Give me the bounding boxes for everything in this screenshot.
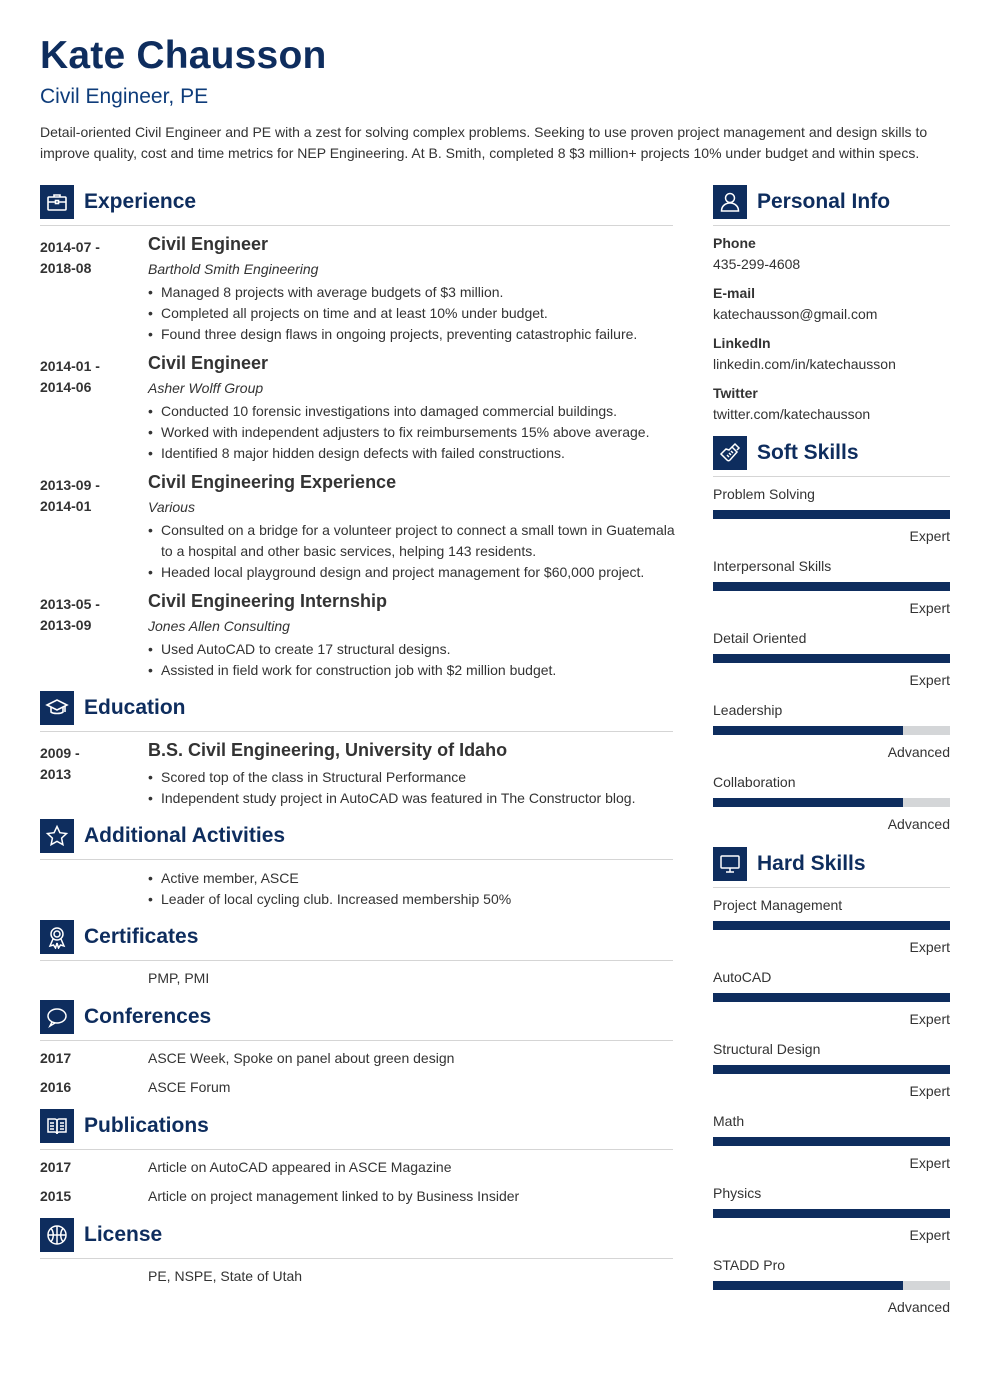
skill-level-bar: [713, 798, 950, 807]
skill-item: [713, 1041, 950, 1101]
skill-level-label: Expert: [909, 939, 950, 955]
certificates-heading: Certificates: [84, 925, 199, 948]
list-item: • Independent study project in AutoCAD was featured in The Constructor blog.: [148, 788, 678, 809]
skill-level-label: Expert: [909, 1155, 950, 1171]
education-section-header: [40, 691, 673, 727]
experience-heading: Experience: [84, 190, 197, 213]
skill-level-fill: [713, 510, 950, 519]
list-item: • Headed local playground design and project management for $60,000 project.: [148, 562, 678, 583]
entry-organization: Barthold Smith Engineering: [148, 261, 319, 277]
skill-level-fill: [713, 1137, 950, 1146]
entry-bullets: [148, 520, 678, 583]
license-text: PE, NSPE, State of Utah: [148, 1268, 303, 1284]
resume-summary: Detail-oriented Civil Engineer and PE with a zest for solving complex problems. Seeking to use proven project management and design skills to improve quality, cost and time metrics for NEP Engineering. At B. Smith, completed 8 $3 million+ projects 10% under budget and within specs.: [40, 124, 928, 161]
list-item: • Conducted 10 forensic investigations into damaged commercial buildings.: [148, 401, 678, 422]
education-heading: Education: [84, 696, 186, 719]
entry-organization: Jones Allen Consulting: [148, 618, 290, 634]
certificates-section-header: [40, 920, 673, 956]
skill-name: Detail Oriented: [713, 630, 807, 646]
list-item: • Assisted in field work for construction job with $2 million budget.: [148, 660, 678, 681]
award-ribbon-icon: [40, 920, 74, 954]
skill-level-label: Expert: [909, 600, 950, 616]
monitor-icon: [713, 847, 747, 881]
resume-title: Civil Engineer, PE: [40, 85, 209, 108]
phone-value: 435-299-4608: [713, 256, 801, 272]
personal-info-section-header: [713, 185, 950, 221]
skill-item: [713, 702, 950, 762]
entry-bullets: [148, 767, 678, 809]
star-icon: [40, 819, 74, 853]
twitter-label: Twitter: [713, 385, 758, 401]
entry-date: 2014-01 - 2014-06: [40, 358, 100, 395]
list-item: • Used AutoCAD to create 17 structural designs.: [148, 639, 678, 660]
section-divider: [40, 859, 673, 860]
skill-level-bar: [713, 1065, 950, 1074]
section-divider: [40, 960, 673, 961]
publications-section-header: [40, 1109, 673, 1145]
personal-info-heading: Personal Info: [757, 190, 891, 213]
hard-skills-heading: Hard Skills: [757, 852, 866, 875]
book-icon: [40, 1109, 74, 1143]
list-item: • Identified 8 major hidden design defects with failed constructions.: [148, 443, 678, 464]
list-item: • Consulted on a bridge for a volunteer project to connect a small town in Guatemala to a hospital and other basic services, helping 143 residents.: [148, 520, 678, 562]
skill-level-bar: [713, 1137, 950, 1146]
skill-level-bar: [713, 510, 950, 519]
entry-role: Civil Engineering Internship: [148, 591, 388, 611]
skill-name: Math: [713, 1113, 745, 1129]
license-heading: License: [84, 1223, 163, 1246]
section-divider: [40, 225, 673, 226]
list-item: • Active member, ASCE: [148, 868, 678, 889]
section-divider: [713, 887, 950, 888]
section-divider: [40, 1149, 673, 1150]
entry-organization: Various: [148, 499, 195, 515]
conference-text: ASCE Forum: [148, 1079, 231, 1095]
section-divider: [713, 476, 950, 477]
publication-text: Article on AutoCAD appeared in ASCE Magazine: [148, 1159, 452, 1175]
publication-text: Article on project management linked to by Business Insider: [148, 1188, 520, 1204]
skill-item: [713, 897, 950, 957]
user-icon: [713, 185, 747, 219]
skill-level-bar: [713, 921, 950, 930]
soft-skills-section-header: [713, 436, 950, 472]
skill-name: Structural Design: [713, 1041, 821, 1057]
activities-bullets: [148, 868, 678, 910]
skill-level-bar: [713, 1281, 950, 1290]
skill-level-fill: [713, 654, 950, 663]
skill-level-label: Expert: [909, 1083, 950, 1099]
linkedin-label: LinkedIn: [713, 335, 771, 351]
conference-text: ASCE Week, Spoke on panel about green design: [148, 1050, 455, 1066]
skill-item: [713, 1257, 950, 1317]
skill-level-label: Expert: [909, 672, 950, 688]
skill-name: Physics: [713, 1185, 762, 1201]
skill-item: [713, 969, 950, 1029]
skill-level-bar: [713, 726, 950, 735]
entry-role: Civil Engineer: [148, 234, 269, 254]
publication-year: 2017: [40, 1159, 72, 1175]
entry-date: 2013-09 - 2014-01: [40, 477, 100, 514]
graduation-cap-icon: [40, 691, 74, 725]
speech-bubble-icon: [40, 1000, 74, 1034]
skill-level-bar: [713, 1209, 950, 1218]
conferences-section-header: [40, 1000, 673, 1036]
entry-bullets: [148, 401, 678, 464]
linkedin-value: linkedin.com/in/katechausson: [713, 356, 896, 372]
email-label: E-mail: [713, 285, 756, 301]
entry-role: Civil Engineer: [148, 353, 269, 373]
list-item: • Worked with independent adjusters to fix reimbursements 15% above average.: [148, 422, 678, 443]
skill-item: [713, 1185, 950, 1245]
experience-section-header: [40, 185, 673, 221]
briefcase-icon: [40, 185, 74, 219]
skill-level-fill: [713, 1281, 903, 1290]
skill-level-fill: [713, 726, 903, 735]
hard-skills-section-header: [713, 847, 950, 883]
email-value: katechausson@gmail.com: [713, 306, 878, 322]
skill-level-fill: [713, 1209, 950, 1218]
skill-level-label: Expert: [909, 528, 950, 544]
entry-bullets: [148, 639, 678, 681]
skill-level-bar: [713, 993, 950, 1002]
entry-degree: B.S. Civil Engineering, University of Idaho: [148, 740, 508, 760]
twitter-value: twitter.com/katechausson: [713, 406, 871, 422]
skill-level-fill: [713, 582, 950, 591]
resume-name: Kate Chausson: [40, 34, 327, 77]
license-section-header: [40, 1218, 673, 1254]
skill-level-fill: [713, 993, 950, 1002]
skill-level-label: Advanced: [887, 816, 950, 832]
skill-name: Leadership: [713, 702, 783, 718]
entry-role: Civil Engineering Experience: [148, 472, 397, 492]
skill-level-label: Expert: [909, 1227, 950, 1243]
conferences-heading: Conferences: [84, 1005, 212, 1028]
skill-item: [713, 1113, 950, 1173]
section-divider: [40, 1258, 673, 1259]
section-divider: [40, 731, 673, 732]
activities-section-header: [40, 819, 673, 855]
skill-level-label: Expert: [909, 1011, 950, 1027]
certificate-text: PMP, PMI: [148, 970, 210, 986]
conference-year: 2017: [40, 1050, 72, 1066]
list-item: • Managed 8 projects with average budgets of $3 million.: [148, 282, 678, 303]
publications-heading: Publications: [84, 1114, 209, 1137]
skill-name: STADD Pro: [713, 1257, 786, 1273]
basketball-icon: [40, 1218, 74, 1252]
skill-level-fill: [713, 1065, 950, 1074]
activities-heading: Additional Activities: [84, 824, 286, 847]
skill-level-bar: [713, 654, 950, 663]
skill-name: Project Management: [713, 897, 843, 913]
skill-name: Collaboration: [713, 774, 796, 790]
skill-level-bar: [713, 582, 950, 591]
skill-level-fill: [713, 921, 950, 930]
soft-skills-heading: Soft Skills: [757, 441, 859, 464]
skill-name: Interpersonal Skills: [713, 558, 832, 574]
skill-name: AutoCAD: [713, 969, 772, 985]
skill-level-label: Advanced: [887, 744, 950, 760]
entry-bullets: [148, 282, 678, 345]
skill-item: [713, 558, 950, 618]
handshake-icon: [713, 436, 747, 470]
list-item: • Completed all projects on time and at least 10% under budget.: [148, 303, 678, 324]
skill-name: Problem Solving: [713, 486, 815, 502]
list-item: • Found three design flaws in ongoing projects, preventing catastrophic failure.: [148, 324, 678, 345]
phone-label: Phone: [713, 235, 756, 251]
entry-date: 2014-07 - 2018-08: [40, 239, 100, 276]
skill-item: [713, 774, 950, 834]
entry-date: 2009 - 2013: [40, 745, 80, 782]
list-item: • Leader of local cycling club. Increased membership 50%: [148, 889, 678, 910]
entry-organization: Asher Wolff Group: [148, 380, 264, 396]
skill-level-fill: [713, 798, 903, 807]
conference-year: 2016: [40, 1079, 72, 1095]
section-divider: [40, 1040, 673, 1041]
entry-date: 2013-05 - 2013-09: [40, 596, 100, 633]
list-item: • Scored top of the class in Structural Performance: [148, 767, 678, 788]
skill-level-label: Advanced: [887, 1299, 950, 1315]
publication-year: 2015: [40, 1188, 72, 1204]
section-divider: [713, 225, 950, 226]
skill-item: [713, 486, 950, 546]
skill-item: [713, 630, 950, 690]
